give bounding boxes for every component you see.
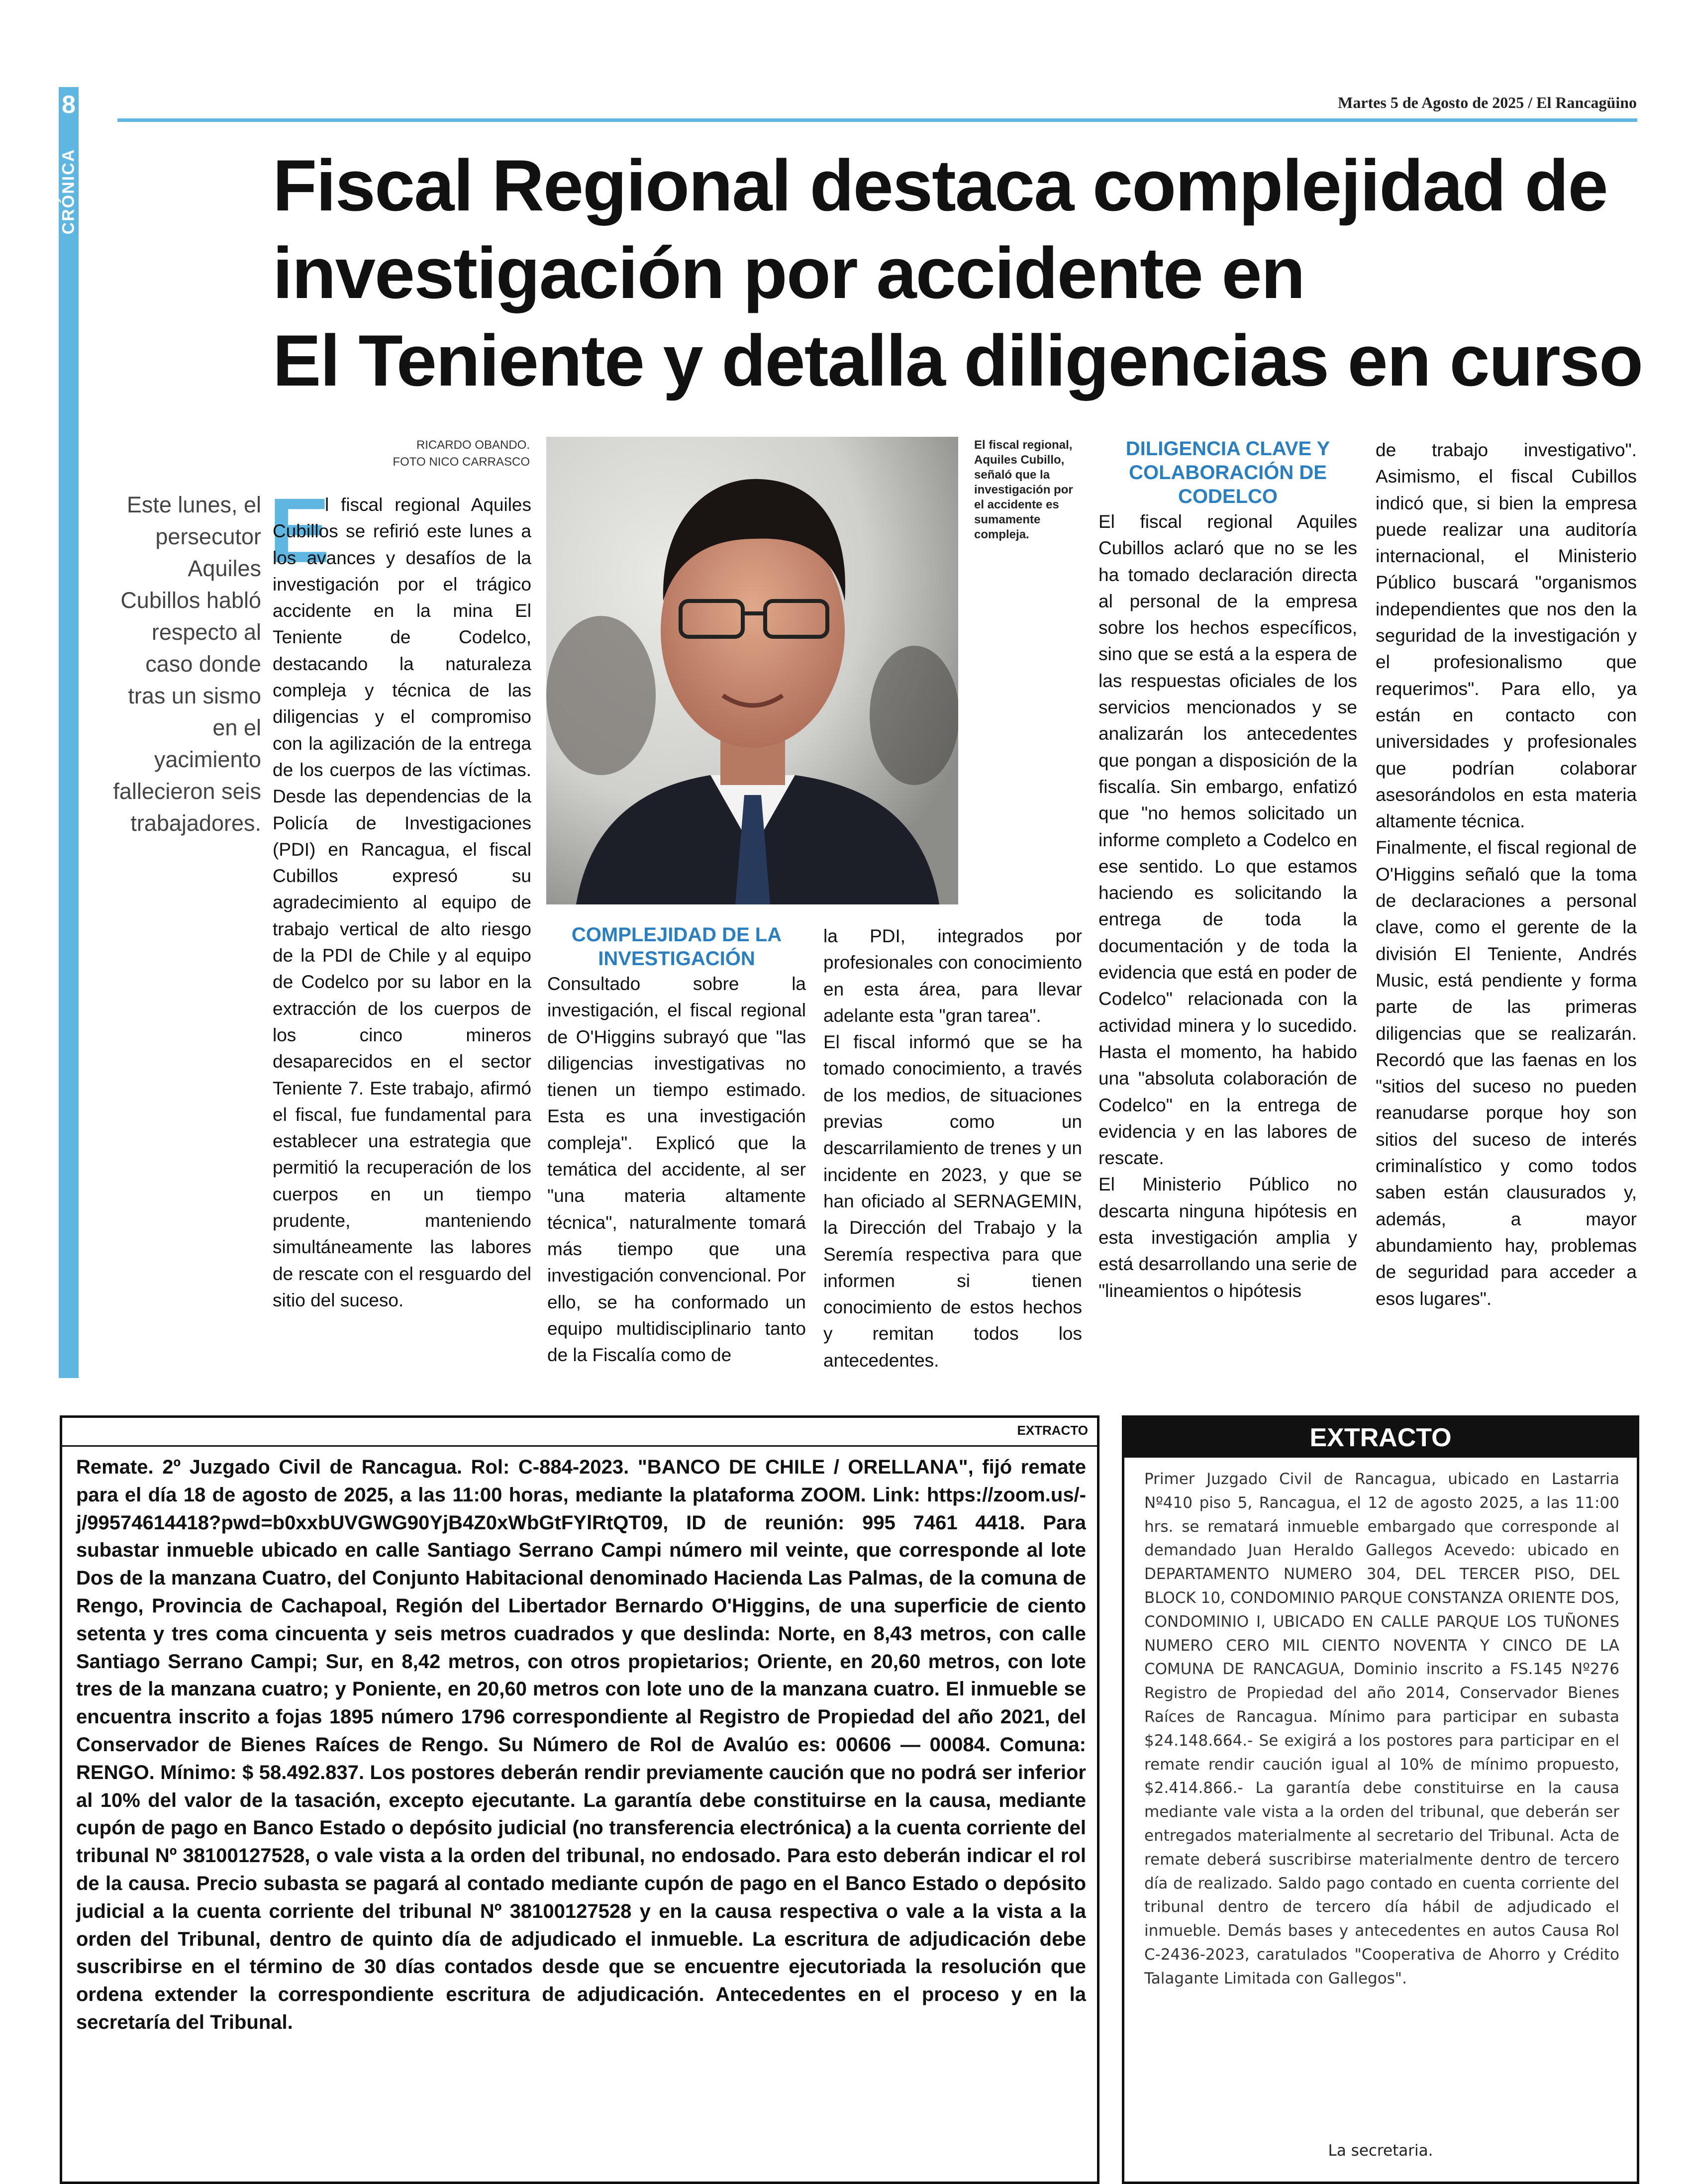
paragraph: El fiscal regional Aquiles Cubillos aclaró que no se les ha tomado declaración directa al personal de la empresa sobre los hechos específicos, sino que se está a la espera de las respuestas oficiales de los servicios mencionados y se analizarán los antecedentes que pongan a disposición de la fiscalía. Sin embargo, enfatizó que "no hemos solicitado un informe completo a Codelco en ese sentido. Lo que estamos haciendo es solicitando la entrega de toda la documentación y de toda la evidencia que está en poder de Codelco" relacionada con la actividad minera y lo sucedido. Hasta el momento, ha habido una "absoluta colaboración de Codelco" en la entrega de evidencia y en las labores de rescate.: [1098, 511, 1357, 1169]
section-label: CRÓNICA: [59, 148, 78, 235]
page-number: 8: [62, 91, 76, 118]
article-column-1: [273, 492, 531, 1313]
notice-header: EXTRACTO: [62, 1418, 1097, 1447]
author: RICARDO OBANDO.: [416, 438, 530, 452]
article-column-2: [547, 923, 806, 1368]
paragraph: El fiscal informó que se ha tomado conocimiento, a través de los medios, de situaciones previas como un descarrilamiento de trenes y un incidente en 2023, y que se han oficiado al SERNAGEMIN, la Dirección del Trabajo y la Seremía respectiva para que informen si tienen conocimiento de estos hechos y remitan todos los antecedentes.: [823, 1032, 1082, 1371]
headline-line: investigación por accidente en: [273, 232, 1304, 313]
headline-line: Fiscal Regional destaca complejidad de: [273, 145, 1607, 226]
dropcap: E: [269, 480, 330, 582]
notice-signature: La secretaria.: [1328, 2142, 1433, 2160]
article-column-3: [823, 923, 1082, 1374]
notice-text: Primer Juzgado Civil de Rancagua, ubicado en Lastarria Nº410 piso 5, Rancagua, el 12 de agosto 2025, a las 11:00 hrs. se rematará inmueble embargado que corresponde al demandado Juan Heraldo Gallegos Acevedo: ubicado en DEPARTAMENTO NUMERO 304, DEL TERCER PISO, DEL BLOCK 10, CONDOMINIO PARQUE CONSTANZA ORIENTE DOS, CONDOMINIO I, UBICADO EN CALLE PARQUE LOS TUÑONES NUMERO CERO MIL CIENTO NOVENTA Y CINCO DE LA COMUNA DE RANCAGUA, Dominio inscrito a FS.145 Nº276 Registro de Propiedad del año 2014, Conservador Bienes Raíces de Rancagua. Mínimo para participar en subasta $24.148.664.- Se exigirá a los postores para participar en el remate rendir caución igual al 10% de mínimo propuesto, $2.414.866.- La garantía debe constituirse en la causa mediante vale vista a la orden del tribunal, que deberán ser entregados materialmente al secretario del Tribunal. Acta de remate deberá suscribirse materialmente dentro de tercero día de realizado. Saldo pago contado en cuenta corriente del tribunal dentro de tercero día hábil de adjudicado el inmueble. Demás bases y antecedentes en autos Causa Rol C-2436-2023, caratulados "Cooperativa de Ahorro y Crédito Talagante Limitada con Gallegos".: [1144, 1470, 1619, 1987]
page-header: Martes 5 de Agosto de 2025 / El Rancagüino: [1338, 94, 1637, 111]
article-column-5: [1376, 437, 1637, 1312]
header-rule: [117, 118, 1637, 122]
article-column-4: [1098, 437, 1357, 1304]
fiscal-photo: [546, 437, 958, 904]
headline-line: El Teniente y detalla diligencias en curso: [273, 320, 1643, 401]
subheading: COMPLEJIDAD DE LA INVESTIGACIÓN: [571, 924, 782, 970]
notice-header: EXTRACTO: [1124, 1418, 1637, 1458]
legal-notice-2: [1122, 1415, 1639, 2184]
paragraph: l fiscal regional Aquiles Cubillos se refirió este lunes a los avances y desafíos de la investigación por el trágico accidente en la mina El Teniente de Codelco, destacando la naturaleza compleja y técnica de las diligencias y el compromiso con la agilización de la entrega de los cuerpos de las víctimas. Desde las dependencias de la Policía de Investigaciones (PDI) en Rancagua, el fiscal Cubillos expresó su agradecimiento al equipo de trabajo vertical de alto riesgo de la PDI de Chile y al equipo de Codelco por su labor en la extracción de los cuerpos de los cinco mineros desaparecidos en el sector Teniente 7. Este trabajo, afirmó el fiscal, fue fundamental para establecer una estrategia que permitió la recuperación de los cuerpos en un tiempo prudente, manteniendo simultáneamente las labores de rescate con el resguardo del sitio del suceso.: [273, 495, 531, 1310]
photo-credit: FOTO NICO CARRASCO: [393, 455, 530, 469]
paragraph: Finalmente, el fiscal regional de O'Higgins señaló que la toma de declaraciones a personal clave, como el gerente de la división El Teniente, Andrés Music, está pendiente y forma parte de las primeras diligencias que se realizarán. Recordó que las faenas en los "sitios del suceso no pueden reanudarse porque hoy son sitios del suceso de interés criminalístico y como todos saben están clausurados y, además, a mayor abundamiento hay, problemas de seguridad para acceder a esos lugares".: [1376, 837, 1637, 1309]
paragraph: de trabajo investigativo". Asimismo, el fiscal Cubillos indicó que, si bien la empresa puede realizar una auditoría internacional, el Ministerio Público buscará "organismos independientes que nos den la seguridad de la investigación y el profesionalismo que requerimos". Para ello, ya están en contacto con universidades y profesionales que podrían colaborar asesorándolos en esta materia altamente técnica.: [1376, 440, 1637, 832]
legal-notice-1: [60, 1415, 1099, 2184]
photo-caption: El fiscal regional, Aquiles Cubillo, señaló que la investigación por el accidente es sumamente compleja.: [974, 438, 1073, 541]
lead-text: Este lunes, el persecutor Aquiles Cubillos habló respecto al caso donde tras un sismo en el yacimiento fallecieron seis trabajadores.: [113, 492, 261, 836]
paragraph: la PDI, integrados por profesionales con conocimiento en esta área, para llevar adelante esta "gran tarea".: [823, 926, 1082, 1026]
section-bar: [59, 87, 79, 1378]
byline: [323, 437, 530, 471]
paragraph: El Ministerio Público no descarta ninguna hipótesis en esta investigación amplia y está desarrollando una serie de "lineamientos o hipótesis: [1098, 1174, 1357, 1301]
headline: [273, 142, 1646, 404]
notice-text: Remate. 2º Juzgado Civil de Rancagua. Rol: C-884-2023. "BANCO DE CHILE / ORELLANA", fijó remate para el día 18 de agosto de 2025, a las 11:00 horas, mediante la plataforma ZOOM. Link: https://zoom.us/-j/99574614418?pwd=b0xxbUVGWG90YjB4Z0xWbGtFYlRtQT09, ID de reunión: 995 7461 4418. Para subastar inmueble ubicado en calle Santiago Serrano Campi número mil veinte, que corresponde al lote Dos de la manzana Cuatro, del Conjunto Habitacional denominado Hacienda Las Palmas, de la comuna de Rengo, Provincia de Cachapoal, Región del Libertador Bernardo O'Higgins, de una superficie de ciento setenta y tres coma cincuenta y seis metros cuadrados y que deslinda: Norte, en 8,43 metros, con calle Santiago Serrano Campi; Sur, en 8,42 metros, con otros propietarios; Oriente, en 20,60 metros, con lote tres de la manzana cuatro; y Poniente, en 20,60 metros con lote uno de la manzana cuatro. El inmueble se encuentra inscrito a fojas 1895 número 1796 correspondiente al Registro de Propiedad del año 2021, del Conservador de Bienes Raíces de Rengo. Su Número de Rol de Avalúo es: 00606 — 00084. Comuna: RENGO. Mínimo: $ 58.492.837. Los postores deberán rendir previamente caución que no podrá ser inferior al 10% del valor de la tasación, excepto ejecutante. La garantía debe constituirse en la causa, mediante cupón de pago en Banco Estado o depósito judicial (no transferencia electrónica) a la cuenta corriente del tribunal Nº 38100127528, o vale vista a la orden del tribunal, no endosado. Para esto deberán indicar el rol de la causa. Precio subasta se pagará al contado mediante cupón de pago en el Banco Estado o depósito judicial a la cuenta corriente del tribunal Nº 38100127528 y en la causa respectiva o vale a la vista a la orden del Tribunal, dentro de quinto día de adjudicado el inmueble. La escritura de adjudicación debe suscribirse en el término de 30 días contados desde que se encuentre ejecutoriada la resolución que ordena extender la correspondiente escritura de adjudicación. Antecedentes en el proceso y en la secretaría del Tribunal.: [76, 1456, 1086, 2033]
subheading: DILIGENCIA CLAVE Y COLABORACIÓN DE CODELCO: [1125, 438, 1330, 507]
paragraph: Consultado sobre la investigación, el fiscal regional de O'Higgins subrayó que "las diligencias investigativas no tienen un tiempo estimado. Esta es una investigación compleja". Explicó que la temática del accidente, al ser "una materia altamente técnica", naturalmente tomará más tiempo que una investigación convencional. Por ello, se ha conformado un equipo multidisciplinario tanto de la Fiscalía como de: [547, 974, 806, 1366]
